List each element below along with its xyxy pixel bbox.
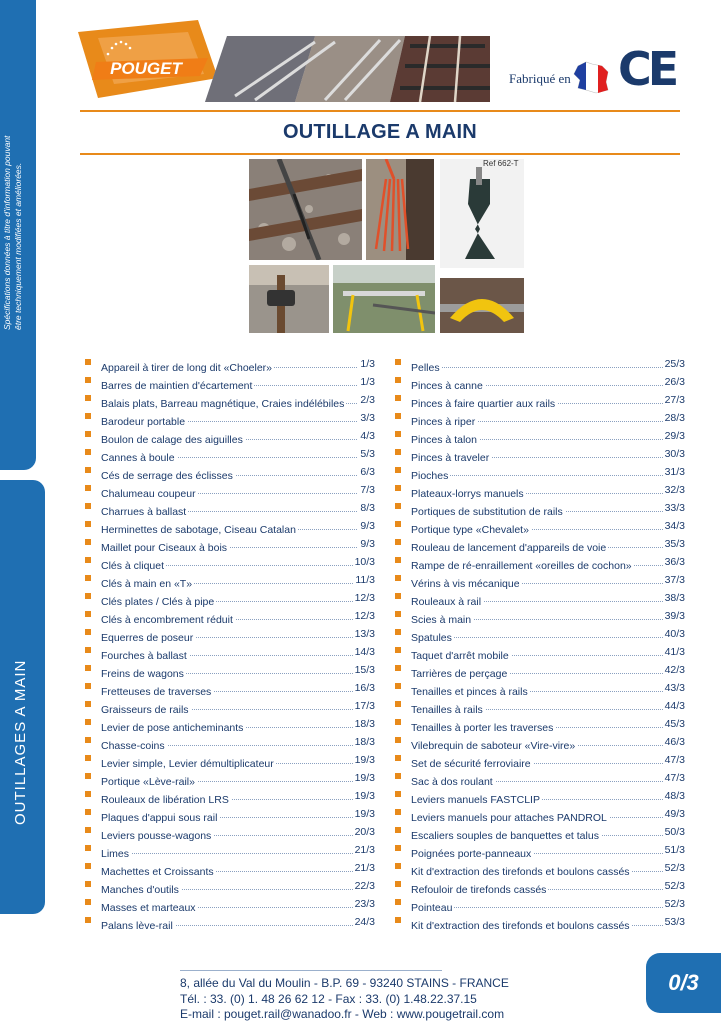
item-label: Fourches à ballast (101, 650, 187, 662)
item-page: 12/3 (354, 610, 375, 622)
list-item (395, 699, 685, 717)
item-page: 11/3 (355, 574, 375, 586)
bullet-icon (395, 773, 401, 779)
item-page: 18/3 (354, 718, 375, 730)
list-item (395, 807, 685, 825)
bullet-icon (395, 611, 401, 617)
bullet-icon (395, 503, 401, 509)
item-page: 23/3 (354, 898, 375, 910)
list-item (395, 519, 685, 537)
item-label: Tenailles et pinces à rails (411, 686, 528, 698)
footer-phone-fax: Tél. : 33. (0) 1. 48 26 62 12 - Fax : 33. (0) 1.48.22.37.15 (180, 991, 477, 1006)
bullet-icon (85, 449, 91, 455)
item-page: 53/3 (664, 916, 685, 928)
item-label: Pinces à talon (411, 434, 477, 446)
bullet-icon (395, 719, 401, 725)
list-item (85, 807, 375, 825)
page-title: OUTILLAGE A MAIN (283, 121, 477, 143)
france-flag-map-icon (572, 60, 612, 94)
item-label: Tenailles à porter les traverses (411, 722, 554, 734)
bullet-icon (85, 755, 91, 761)
item-label: Levier de pose anticheminants (101, 722, 244, 734)
item-label: Cés de serrage des éclisses (101, 470, 233, 482)
list-item (85, 879, 375, 897)
list-item (395, 537, 685, 555)
bullet-icon (85, 611, 91, 617)
bullet-icon (85, 791, 91, 797)
bullet-icon (395, 701, 401, 707)
item-page: 29/3 (664, 430, 685, 442)
list-item (395, 915, 685, 933)
title-divider (80, 153, 680, 155)
item-label: Escaliers souples de banquettes et talus (411, 830, 599, 842)
item-page: 51/3 (664, 844, 685, 856)
list-item (85, 429, 375, 447)
list-item (395, 447, 685, 465)
item-label: Plateaux-lorrys manuels (411, 488, 524, 500)
bullet-icon (395, 521, 401, 527)
item-label: Portiques de substitution de rails (411, 506, 563, 518)
item-label: Equerres de poseur (101, 632, 194, 644)
bullet-icon (395, 413, 401, 419)
item-label: Poignées porte-panneaux (411, 848, 532, 860)
item-list-right (395, 357, 685, 933)
list-item (395, 771, 685, 789)
item-label: Balais plats, Barreau magnétique, Craies indélébiles (101, 398, 345, 410)
item-page: 42/3 (664, 664, 685, 676)
list-item (85, 825, 375, 843)
footer-divider (180, 970, 442, 971)
bullet-icon (395, 485, 401, 491)
list-item (85, 447, 375, 465)
item-label: Spatules (411, 632, 452, 644)
list-item (395, 411, 685, 429)
item-label: Sac à dos roulant (411, 776, 493, 788)
bullet-icon (395, 431, 401, 437)
list-item (395, 663, 685, 681)
top-divider (80, 110, 680, 112)
item-page: 13/3 (354, 628, 375, 640)
bullet-icon (85, 503, 91, 509)
item-page: 28/3 (664, 412, 685, 424)
list-item (85, 555, 375, 573)
bullet-icon (85, 593, 91, 599)
item-page: 31/3 (664, 466, 685, 478)
list-item (395, 825, 685, 843)
item-page: 6/3 (360, 466, 375, 478)
item-label: Pointeau (411, 902, 453, 914)
item-label: Machettes et Croissants (101, 866, 214, 878)
list-item (395, 609, 685, 627)
item-page: 14/3 (354, 646, 375, 658)
bullet-icon (395, 845, 401, 851)
item-page: 3/3 (360, 412, 375, 424)
list-item (85, 861, 375, 879)
list-item (85, 753, 375, 771)
list-item (85, 681, 375, 699)
pouget-logo (68, 18, 218, 100)
bullet-icon (395, 593, 401, 599)
bullet-icon (395, 557, 401, 563)
bullet-icon (85, 359, 91, 365)
list-item (395, 645, 685, 663)
footer-email-web[interactable]: E-mail : pouget.rail@wanadoo.fr - Web : www.pougetrail.com (180, 1007, 505, 1021)
disclaimer-line-1: Spécifications données à titre d'information pouvant (2, 135, 12, 330)
bullet-icon (85, 917, 91, 923)
bullet-icon (395, 629, 401, 635)
item-label: Barres de maintien d'écartement (101, 380, 253, 392)
list-item (395, 375, 685, 393)
list-item (395, 879, 685, 897)
header-rail-banner (205, 36, 490, 102)
item-label: Kit d'extraction des tirefonds et boulons cassés (411, 920, 630, 932)
item-label: Graisseurs de rails (101, 704, 189, 716)
list-item (85, 573, 375, 591)
disclaimer-text (2, 0, 24, 330)
list-item (85, 537, 375, 555)
list-item (85, 375, 375, 393)
bullet-icon (395, 449, 401, 455)
item-page: 4/3 (360, 430, 375, 442)
bullet-icon (395, 377, 401, 383)
list-item (85, 483, 375, 501)
list-item (85, 357, 375, 375)
item-page: 50/3 (664, 826, 685, 838)
bullet-icon (395, 899, 401, 905)
bullet-icon (85, 485, 91, 491)
list-item (85, 627, 375, 645)
item-page: 8/3 (360, 502, 375, 514)
item-page: 27/3 (664, 394, 685, 406)
item-label: Taquet d'arrêt mobile (411, 650, 509, 662)
list-item (85, 717, 375, 735)
bullet-icon (85, 719, 91, 725)
item-label: Rouleaux à rail (411, 596, 482, 608)
list-item (395, 789, 685, 807)
dot-leader (411, 367, 685, 368)
list-item (395, 465, 685, 483)
list-item (85, 735, 375, 753)
bullet-icon (395, 359, 401, 365)
list-item (85, 663, 375, 681)
bullet-icon (85, 575, 91, 581)
list-item (395, 753, 685, 771)
list-item (395, 897, 685, 915)
item-label: Rouleaux de libération LRS (101, 794, 229, 806)
item-page: 19/3 (354, 808, 375, 820)
item-label: Manches d'outils (101, 884, 179, 896)
item-page: 52/3 (664, 880, 685, 892)
item-label: Clés plates / Clés à pipe (101, 596, 215, 608)
item-label: Chasse-coins (101, 740, 165, 752)
disclaimer-line-2: être techniquement modifiées et améliorées. (13, 162, 23, 330)
bullet-icon (395, 827, 401, 833)
list-item (85, 501, 375, 519)
item-page: 19/3 (354, 754, 375, 766)
list-item (395, 501, 685, 519)
item-label: Tenailles à rails (411, 704, 483, 716)
bullet-icon (395, 395, 401, 401)
item-page: 15/3 (354, 664, 375, 676)
item-page: 45/3 (664, 718, 685, 730)
list-item (85, 789, 375, 807)
item-label: Clés à main en «T» (101, 578, 193, 590)
bullet-icon (395, 917, 401, 923)
item-page: 22/3 (354, 880, 375, 892)
list-item (85, 393, 375, 411)
bullet-icon (395, 539, 401, 545)
item-label: Pioches (411, 470, 449, 482)
item-label: Charrues à ballast (101, 506, 187, 518)
item-label: Leviers manuels FASTCLIP (411, 794, 540, 806)
list-item (85, 591, 375, 609)
list-item (395, 555, 685, 573)
item-page: 46/3 (664, 736, 685, 748)
bullet-icon (85, 431, 91, 437)
item-label: Fretteuses de traverses (101, 686, 212, 698)
item-label: Maillet pour Ciseaux à bois (101, 542, 228, 554)
list-item (85, 897, 375, 915)
bullet-icon (85, 737, 91, 743)
item-page: 19/3 (354, 790, 375, 802)
bullet-icon (85, 467, 91, 473)
page-number-badge: 0/3 (646, 953, 721, 1013)
dot-leader (101, 853, 375, 854)
dot-leader (411, 475, 685, 476)
list-item (395, 393, 685, 411)
item-label: Portique «Lève-rail» (101, 776, 195, 788)
item-page: 18/3 (354, 736, 375, 748)
list-item (395, 681, 685, 699)
item-label: Herminettes de sabotage, Ciseau Catalan (101, 524, 296, 536)
bullet-icon (85, 773, 91, 779)
item-page: 25/3 (664, 358, 685, 370)
list-item (395, 735, 685, 753)
bullet-icon (395, 791, 401, 797)
list-item (395, 843, 685, 861)
item-list-left (85, 357, 375, 933)
list-item (395, 627, 685, 645)
item-page: 43/3 (664, 682, 685, 694)
item-page: 44/3 (664, 700, 685, 712)
item-label: Pinces à riper (411, 416, 476, 428)
item-page: 52/3 (664, 862, 685, 874)
item-label: Leviers pousse-wagons (101, 830, 212, 842)
bullet-icon (85, 809, 91, 815)
list-item (395, 861, 685, 879)
item-page: 20/3 (354, 826, 375, 838)
list-item (395, 717, 685, 735)
sidebar-section-tab (0, 480, 45, 914)
bullet-icon (395, 575, 401, 581)
list-item (85, 609, 375, 627)
bullet-icon (395, 755, 401, 761)
list-item (395, 429, 685, 447)
list-item (85, 915, 375, 933)
item-page: 1/3 (360, 376, 375, 388)
item-label: Rampe de ré-enraillement «oreilles de cochon» (411, 560, 632, 572)
item-page: 48/3 (664, 790, 685, 802)
photo-ref-label: Ref 662-T (483, 159, 519, 168)
sidebar-disclaimer-panel (0, 0, 36, 470)
bullet-icon (85, 683, 91, 689)
item-page: 24/3 (354, 916, 375, 928)
bullet-icon (395, 737, 401, 743)
item-page: 33/3 (664, 502, 685, 514)
item-label: Pinces à traveler (411, 452, 490, 464)
item-page: 21/3 (354, 862, 375, 874)
item-label: Boulon de calage des aiguilles (101, 434, 243, 446)
bullet-icon (395, 863, 401, 869)
item-page: 21/3 (354, 844, 375, 856)
bullet-icon (85, 863, 91, 869)
item-page: 49/3 (664, 808, 685, 820)
photo-ref-662t-clamp (440, 159, 524, 268)
item-label: Masses et marteaux (101, 902, 196, 914)
bullet-icon (85, 881, 91, 887)
list-item (85, 843, 375, 861)
ce-mark: CE (618, 42, 676, 96)
item-label: Pinces à canne (411, 380, 483, 392)
item-label: Scies à main (411, 614, 472, 626)
bullet-icon (395, 809, 401, 815)
list-item (85, 645, 375, 663)
footer-address: 8, allée du Val du Moulin - B.P. 69 - 93240 STAINS - FRANCE (180, 976, 509, 990)
item-page: 37/3 (664, 574, 685, 586)
bullet-icon (85, 827, 91, 833)
list-item (85, 519, 375, 537)
bullet-icon (85, 629, 91, 635)
list-item (85, 771, 375, 789)
section-label: OUTILLAGES A MAIN (12, 659, 29, 825)
item-page: 30/3 (664, 448, 685, 460)
photo-rerailing-ramp (440, 278, 524, 333)
item-label: Vérins à vis mécanique (411, 578, 520, 590)
item-label: Vilebrequin de saboteur «Vire-vire» (411, 740, 576, 752)
bullet-icon (395, 683, 401, 689)
item-label: Palans lève-rail (101, 920, 173, 932)
bullet-icon (85, 647, 91, 653)
item-label: Tarrières de perçage (411, 668, 508, 680)
item-label: Limes (101, 848, 130, 860)
item-label: Pelles (411, 362, 440, 374)
logo-text: POUGET (110, 59, 182, 78)
photo-portal-gantry (333, 265, 435, 333)
bullet-icon (85, 413, 91, 419)
item-page: 26/3 (664, 376, 685, 388)
item-label: Refouloir de tirefonds cassés (411, 884, 547, 896)
bullet-icon (395, 665, 401, 671)
item-page: 35/3 (664, 538, 685, 550)
bullet-icon (85, 539, 91, 545)
made-in-label: Fabriqué en (509, 71, 571, 86)
item-page: 10/3 (354, 556, 375, 568)
item-label: Rouleau de lancement d'appareils de voie (411, 542, 607, 554)
item-page: 19/3 (354, 772, 375, 784)
item-label: Cannes à boule (101, 452, 175, 464)
list-item (395, 591, 685, 609)
bullet-icon (85, 701, 91, 707)
item-page: 5/3 (360, 448, 375, 460)
item-label: Freins de wagons (101, 668, 184, 680)
bullet-icon (395, 881, 401, 887)
item-page: 52/3 (664, 898, 685, 910)
item-label: Leviers manuels pour attaches PANDROL (411, 812, 607, 824)
bullet-icon (395, 647, 401, 653)
item-label: Pinces à faire quartier aux rails (411, 398, 556, 410)
list-item (395, 573, 685, 591)
list-item (85, 699, 375, 717)
bullet-icon (85, 899, 91, 905)
item-label: Clés à cliquet (101, 560, 165, 572)
item-page: 12/3 (354, 592, 375, 604)
item-page: 2/3 (360, 394, 375, 406)
bullet-icon (85, 557, 91, 563)
item-page: 38/3 (664, 592, 685, 604)
item-label: Appareil à tirer de long dit «Choeler» (101, 362, 273, 374)
item-page: 47/3 (664, 754, 685, 766)
item-page: 39/3 (664, 610, 685, 622)
photo-ballast-fork (366, 159, 434, 260)
list-item (395, 483, 685, 501)
item-page: 47/3 (664, 772, 685, 784)
item-page: 17/3 (354, 700, 375, 712)
item-page: 32/3 (664, 484, 685, 496)
bullet-icon (85, 845, 91, 851)
item-page: 7/3 (360, 484, 375, 496)
item-label: Plaques d'appui sous rail (101, 812, 218, 824)
footer-contact (180, 976, 509, 1023)
item-label: Barodeur portable (101, 416, 186, 428)
list-item (85, 411, 375, 429)
item-page: 41/3 (664, 646, 685, 658)
item-page: 1/3 (360, 358, 375, 370)
item-page: 36/3 (664, 556, 685, 568)
item-label: Set de sécurité ferroviaire (411, 758, 531, 770)
list-item (85, 465, 375, 483)
item-page: 40/3 (664, 628, 685, 640)
item-page: 9/3 (360, 520, 375, 532)
bullet-icon (85, 665, 91, 671)
item-page: 34/3 (664, 520, 685, 532)
item-label: Kit d'extraction des tirefonds et boulons cassés (411, 866, 630, 878)
photo-hammer-tool (249, 265, 329, 333)
bullet-icon (85, 377, 91, 383)
item-label: Chalumeau coupeur (101, 488, 196, 500)
bullet-icon (395, 467, 401, 473)
bullet-icon (85, 395, 91, 401)
item-label: Portique type «Chevalet» (411, 524, 529, 536)
item-label: Clés à encombrement réduit (101, 614, 233, 626)
photo-rail-tool-track (249, 159, 362, 260)
list-item (395, 357, 685, 375)
item-page: 9/3 (360, 538, 375, 550)
item-page: 16/3 (354, 682, 375, 694)
bullet-icon (85, 521, 91, 527)
item-label: Levier simple, Levier démultiplicateur (101, 758, 274, 770)
